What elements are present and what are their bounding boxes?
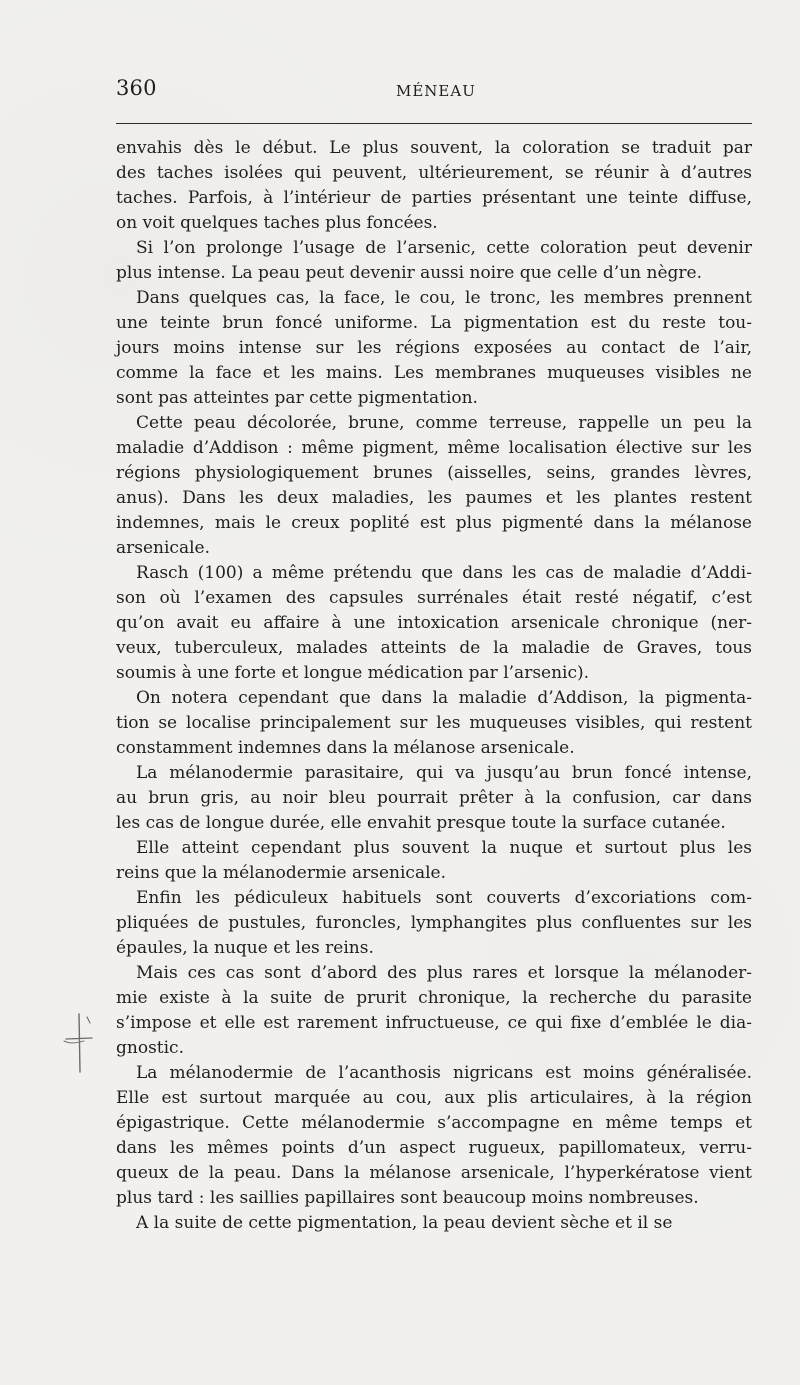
paragraph	[116, 836, 752, 886]
text-line: au brun gris, au noir bleu pourrait prêter à la confusion, car dans	[116, 788, 752, 808]
text-line: s’impose et elle est rarement infructueuse, ce qui fixe d’emblée le dia-	[116, 1013, 752, 1033]
paragraph	[116, 961, 752, 1061]
text-line: La mélanodermie parasitaire, qui va jusqu’au brun foncé intense,	[136, 763, 752, 783]
page-number: 360	[116, 76, 157, 100]
text-line: anus). Dans les deux maladies, les paumes et les plantes restent	[116, 488, 752, 508]
text-line: son où l’examen des capsules surrénales était resté négatif, c’est	[116, 588, 752, 608]
text-line: plus tard : les saillies papillaires sont beaucoup moins nombreuses.	[116, 1188, 699, 1208]
body-text	[116, 136, 752, 1236]
text-line: plus intense. La peau peut devenir aussi noire que celle d’un nègre.	[116, 263, 702, 283]
text-line: les cas de longue durée, elle envahit presque toute la surface cutanée.	[116, 813, 726, 833]
text-line: queux de la peau. Dans la mélanose arsenicale, l’hyperkératose vient	[116, 1163, 752, 1183]
text-line: envahis dès le début. Le plus souvent, la coloration se traduit par	[116, 138, 752, 158]
text-line: sont pas atteintes par cette pigmentation.	[116, 388, 478, 408]
text-line: Enfin les pédiculeux habituels sont couverts d’excoriations com-	[136, 888, 752, 908]
text-line: soumis à une forte et longue médication par l’arsenic).	[116, 663, 590, 683]
paragraph	[116, 286, 752, 411]
text-line: jours moins intense sur les régions exposées au contact de l’air,	[116, 338, 752, 358]
paragraph	[116, 561, 752, 686]
text-line: Dans quelques cas, la face, le cou, le tronc, les membres prennent	[136, 288, 752, 308]
page-header	[116, 76, 752, 116]
text-line: gnostic.	[116, 1038, 184, 1058]
paragraph	[116, 136, 752, 236]
paragraph	[116, 236, 752, 286]
text-line: On notera cependant que dans la maladie d’Addison, la pigmenta-	[136, 688, 752, 708]
text-line: reins que la mélanodermie arsenicale.	[116, 863, 446, 883]
paragraph	[116, 761, 752, 836]
text-line: maladie d’Addison : même pigment, même localisation élective sur les	[116, 438, 752, 458]
paragraph	[116, 1211, 752, 1236]
text-line: Elle atteint cependant plus souvent la nuque et surtout plus les	[136, 838, 752, 858]
text-line: mie existe à la suite de prurit chronique, la recherche du parasite	[116, 988, 752, 1008]
text-line: A la suite de cette pigmentation, la peau devient sèche et il se	[136, 1213, 673, 1233]
text-line: Cette peau décolorée, brune, comme terreuse, rappelle un peu la	[136, 413, 752, 433]
text-line: Si l’on prolonge l’usage de l’arsenic, cette coloration peut devenir	[136, 238, 752, 258]
text-line: qu’on avait eu affaire à une intoxication arsenicale chronique (ner-	[116, 613, 752, 633]
text-line: taches. Parfois, à l’intérieur de parties présentant une teinte diffuse,	[116, 188, 752, 208]
running-title: MÉNEAU	[396, 82, 476, 100]
text-line: tion se localise principalement sur les muqueuses visibles, qui restent	[116, 713, 752, 733]
text-line: constamment indemnes dans la mélanose arsenicale.	[116, 738, 575, 758]
paragraph	[116, 686, 752, 761]
text-line: dans les mêmes points d’un aspect rugueux, papillomateux, verru-	[116, 1138, 752, 1158]
text-line: veux, tuberculeux, malades atteints de la maladie de Graves, tous	[116, 638, 752, 658]
text-line: régions physiologiquement brunes (aisselles, seins, grandes lèvres,	[116, 463, 752, 483]
handwritten-margin-mark	[56, 1010, 102, 1080]
text-line: des taches isolées qui peuvent, ultérieurement, se réunir à d’autres	[116, 163, 752, 183]
text-line: indemnes, mais le creux poplité est plus pigmenté dans la mélanose	[116, 513, 752, 533]
text-line: pliquées de pustules, furoncles, lymphangites plus confluentes sur les	[116, 913, 752, 933]
text-line: Rasch (100) a même prétendu que dans les cas de maladie d’Addi-	[136, 563, 752, 583]
text-line: La mélanodermie de l’acanthosis nigricans est moins généralisée.	[136, 1063, 752, 1083]
text-line: on voit quelques taches plus foncées.	[116, 213, 438, 233]
paragraph	[116, 411, 752, 561]
paragraph	[116, 1061, 752, 1211]
text-line: une teinte brun foncé uniforme. La pigmentation est du reste tou-	[116, 313, 752, 333]
text-line: comme la face et les mains. Les membranes muqueuses visibles ne	[116, 363, 752, 383]
paragraph	[116, 886, 752, 961]
text-line: Mais ces cas sont d’abord des plus rares et lorsque la mélanoder-	[136, 963, 752, 983]
text-line: Elle est surtout marquée au cou, aux plis articulaires, à la région	[116, 1088, 752, 1108]
header-rule	[116, 123, 752, 124]
text-line: épigastrique. Cette mélanodermie s’accompagne en même temps et	[116, 1113, 752, 1133]
text-line: arsenicale.	[116, 538, 210, 558]
text-line: épaules, la nuque et les reins.	[116, 938, 374, 958]
